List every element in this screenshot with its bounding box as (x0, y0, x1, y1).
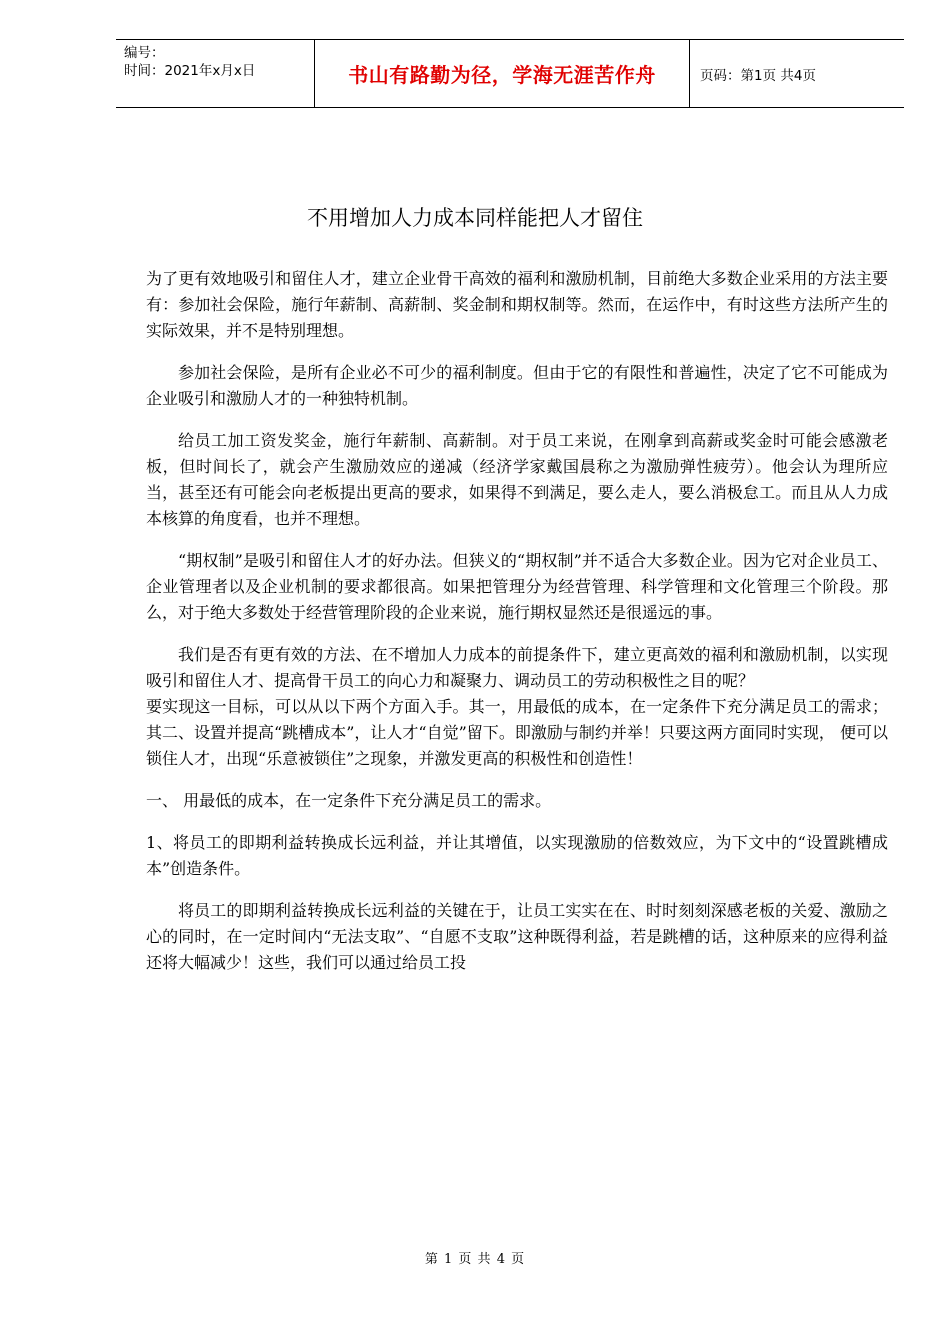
header-motto: 书山有路勤为径，学海无涯苦作舟 (315, 40, 690, 107)
header-page-label: 页码：第1页 共4页 (700, 67, 816, 84)
paragraph-question: 我们是否有更有效的方法、在不增加人力成本的前提条件下，建立更高效的福利和激励机制，以实现吸引和留住人才、提高骨干员工的向心力和凝聚力、调动员工的劳动积极性之目的呢？ (146, 645, 888, 690)
paragraph-options: “期权制”是吸引和留住人才的好办法。但狭义的“期权制”并不适合大多数企业。因为它对企业员工、企业管理者以及企业机制的要求都很高。如果把管理分为经营管理、科学管理和文化管理三个阶段。那么，对于绝大多数处于经营管理阶段的企业来说，施行期权显然还是很遥远的事。 (146, 551, 888, 622)
time-label: 时间：2021年x月x日 (124, 63, 256, 79)
code-label: 编号： (124, 45, 165, 61)
document-header (116, 39, 904, 108)
page-footer: 第 1 页 共 4 页 (424, 1252, 526, 1267)
section-heading-one: 一、 用最低的成本，在一定条件下充分满足员工的需求。 (146, 791, 552, 810)
paragraph-salary: 给员工加工资发奖金，施行年薪制、高薪制。对于员工来说，在刚拿到高薪或奖金时可能会感激老板，但时间长了，就会产生激励效应的递减（经济学家戴国晨称之为激励弹性疲劳）。他会认为理所应当，甚至还有可能会向老板提出更高的要求，如果得不到满足，要么走人，要么消极怠工。而且从人力成本核算的角度看，也并不理想。 (146, 431, 888, 528)
document-title: 不用增加人力成本同样能把人才留住 (307, 206, 643, 230)
subsection-heading-one: 1、将员工的即期利益转换成长远利益，并让其增值，以实现激励的倍数效应，为下文中的“设置跳槽成本”创造条件。 (146, 833, 888, 878)
header-meta (116, 40, 315, 107)
document-body (146, 266, 888, 992)
paragraph-intro: 为了更有效地吸引和留住人才，建立企业骨干高效的福利和激励机制，目前绝大多数企业采用的方法主要有：参加社会保险，施行年薪制、高薪制、奖金制和期权制等。然而，在运作中，有时这些方法所产生的实际效果，并不是特别理想。 (146, 269, 888, 340)
paragraph-long-term-benefit: 将员工的即期利益转换成长远利益的关键在于，让员工实实在在、时时刻刻深感老板的关爱、激励之心的同时，在一定时间内“无法支取”、“自愿不支取”这种既得利益，若是跳槽的话，这种原来的应得利益还将大幅减少！这些，我们可以通过给员工投 (146, 901, 888, 972)
paragraph-approach: 要实现这一目标，可以从以下两个方面入手。其一，用最低的成本，在一定条件下充分满足员工的需求；其二、设置并提高“跳槽成本”，让人才“自觉”留下。即激励与制约并举！只要这两方面同时实现， 便可以锁住人才，出现“乐意被锁住”之现象，并激发更高的积极性和创造性！ (146, 697, 888, 768)
paragraph-social-insurance: 参加社会保险，是所有企业必不可少的福利制度。但由于它的有限性和普遍性，决定了它不可能成为企业吸引和激励人才的一种独特机制。 (146, 363, 888, 408)
